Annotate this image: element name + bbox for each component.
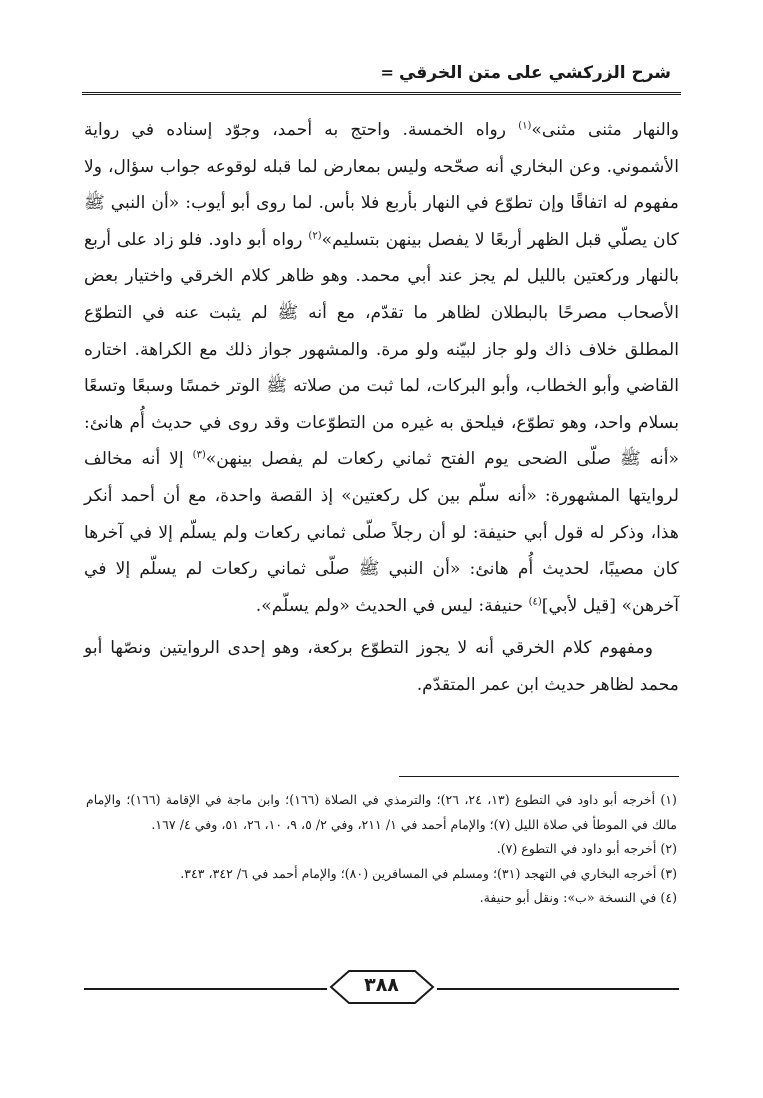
header-rule — [82, 92, 681, 95]
running-header — [92, 60, 671, 90]
footnote-ref-3[interactable]: (٣) — [192, 449, 206, 461]
footnote-1: (١) أخرجه أبو داود في التطوع (١٣، ٢٤، ٢٦)؛ والترمذي في الصلاة (١٦٦)؛ وابن ماجة في الإقامة (١٦٦)؛ والإمام مالك في الموطأ في صلاة الليل (٧)؛ والإمام أحمد في ١/ ٢١١، وفي ٢/ ٥، ٩، ١٠، ٢٦، ٥١، وفي ٤/ ١٦٧. — [86, 792, 677, 832]
footnote-4: (٤) في النسخة «ب»: ونقل أبو حنيفة. — [479, 890, 677, 905]
footnote-separator — [399, 776, 679, 777]
running-header-title: شرح الزركشي على متن الخرقي — [398, 63, 671, 83]
page-number: ٣٨٨ — [364, 974, 399, 996]
main-paragraph-2: ومفهوم كلام الخرقي أنه لا يجوز التطوّع بركعة، وهو إحدى الروايتين ونصّها أبو محمد لظاهر حديث ابن عمر المتقدّم. — [84, 638, 679, 695]
header-dash: = — [380, 63, 394, 82]
paragraph-text: رواه الخمسة. واحتج به أحمد، وجوّد إسناده في رواية الأشموني. وعن البخاري أنه صحّحه وليس بمعارض لما قبله لوقوعه جواب سؤال، ولا مفهوم له اتفاقًا وإن تطوّع في النهار بأربع فلا بأس. لما روى أبو أيوب: «أن النبي ﷺ كان يصلّي قبل الظهر أربعًا لا يفصل بينهن بتسليم» — [84, 120, 679, 250]
footnote-ref-4[interactable]: (٤) — [528, 595, 542, 607]
footnote-ref-2[interactable]: (٢) — [308, 230, 322, 242]
paragraph-text: إلا أنه مخالف لروايتها المشهورة: «أنه سلّم بين كل ركعتين» إذ القصة واحدة، مع أن أحمد أنكر هذا، وذكر له قول أبي حنيفة: لو أن رجلاً صلّى ثماني ركعات ولم يسلّم إلا في آخرها كان مصيبًا، لحديث أُم هانئ: «أن النبي ﷺ صلّى ثماني ركعات لم يسلّم إلا في آخرهن» [قيل لأبي] — [84, 449, 679, 616]
main-text — [84, 112, 679, 704]
footnotes — [86, 788, 677, 911]
footnote-3: (٣) أخرجه البخاري في التهجد (٣١)؛ ومسلم في المسافرين (٨٠)؛ والإمام أحمد في ٦/ ٣٤٢، ٣٤٣. — [180, 865, 677, 881]
footnote-2: (٢) أخرجه أبو داود في التطوع (٧). — [496, 841, 677, 856]
paragraph-text: رواه أبو داود. فلو زاد على أربع بالنهار وركعتين بالليل لم يجز عند أبي محمد. وهو ظاهر كلام الخرقي واختيار بعض الأصحاب مصرحًا بالبطلان لظاهر ما تقدّم، مع أنه ﷺ لم يثبت عنه في التطوّع المطلق خلاف ذاك ولو جاز لبيّنه ولو مرة. والمشهور جواز ذلك مع الكراهة. اختاره القاضي وأبو الخطاب، وأبو البركات، لما ثبت من صلاته ﷺ الوتر خمسًا وسبعًا وتسعًا بسلام واحد، وهو تطوّع، فيلحق به غيره من التطوّعات وقد روى في حديث أُم هانئ: «أنه ﷺ صلّى الضحى يوم الفتح ثماني ركعات لم يفصل بينهن» — [84, 229, 679, 470]
main-paragraph-1 — [84, 112, 679, 624]
page-number-frame — [327, 968, 437, 1006]
paragraph-text: حنيفة: ليس في الحديث «ولم يسلّم». — [255, 595, 529, 616]
footnote-ref-1[interactable]: (١) — [518, 120, 532, 132]
paragraph-text: والنهار مثنى مثنى» — [531, 120, 679, 140]
